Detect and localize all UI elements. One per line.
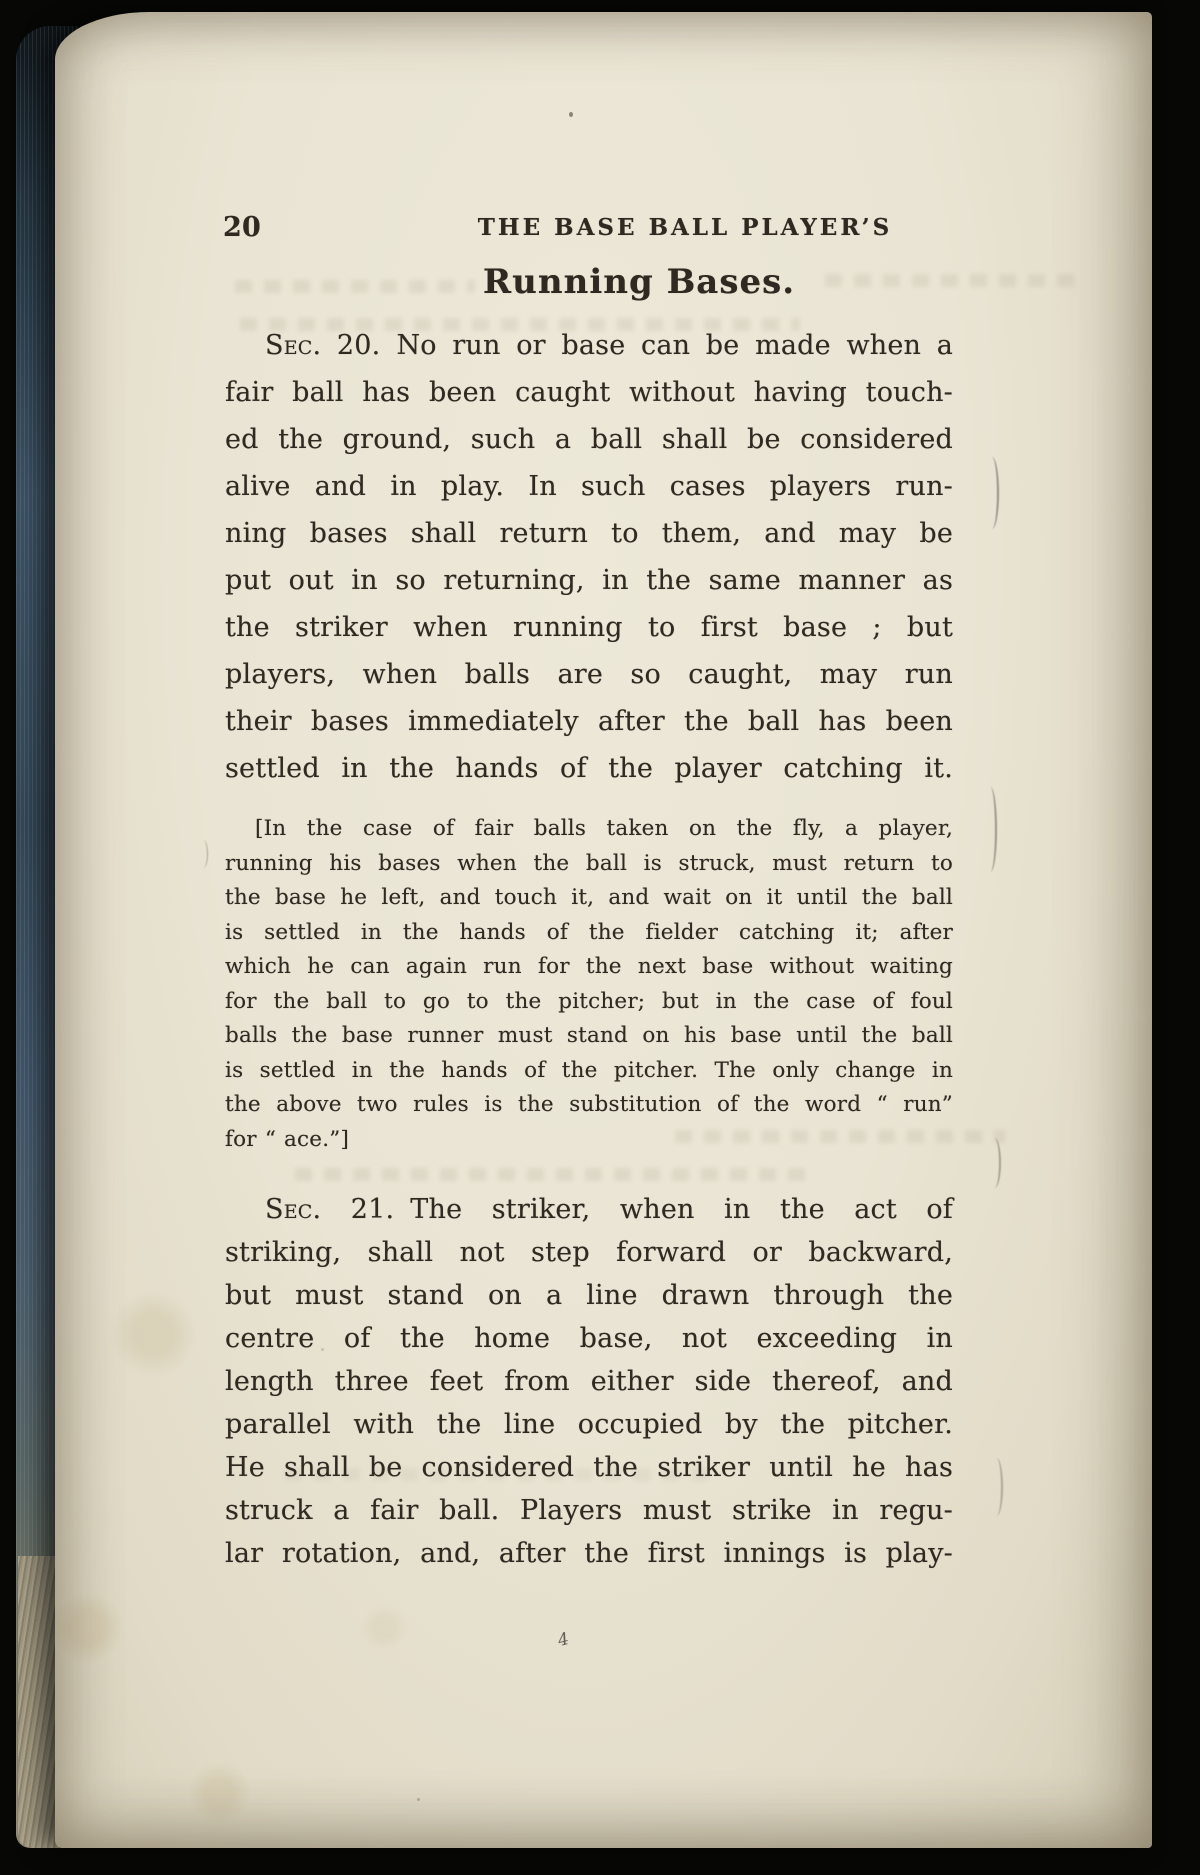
text-line: the above two rules is the substitution of the word “ run” — [225, 1092, 953, 1117]
text-line: but must stand on a line drawn through the — [225, 1280, 953, 1311]
book-page — [55, 12, 1152, 1848]
text-line: which he can again run for the next base without waiting — [225, 954, 953, 979]
text-line: [In the case of fair balls taken on the fly, a player, — [255, 816, 953, 841]
bracketed-note — [225, 812, 953, 1157]
text-line: balls the base runner must stand on his base until the ball — [225, 1023, 953, 1048]
text-line: lar rotation, and, after the first innings is play- — [225, 1538, 953, 1569]
text-line: length three feet from either side thereof, and — [225, 1366, 953, 1397]
margin-pen-mark — [991, 1138, 1001, 1188]
text-line: struck a fair ball. Players must strike in regu- — [225, 1495, 953, 1526]
bleed-through-smudge — [295, 1168, 815, 1181]
text-line: their bases immediately after the ball has been — [225, 706, 953, 737]
text-line — [225, 322, 953, 369]
ink-speck — [321, 1348, 324, 1351]
margin-pen-mark — [201, 840, 208, 868]
text-line: put out in so returning, in the same manner as — [225, 565, 953, 596]
section-number: Sec. 21. — [265, 1194, 395, 1225]
text-line: He shall be considered the striker until he has — [225, 1452, 953, 1483]
margin-pen-mark — [989, 457, 999, 529]
text-line: is settled in the hands of the fielder catching it; after — [225, 919, 953, 945]
text-line: running his bases when the ball is struck, must return to — [225, 850, 953, 876]
text-line: striking, shall not step forward or backward, — [225, 1237, 953, 1268]
text-line: settled in the hands of the player catching it. — [225, 753, 953, 784]
text-line: is settled in the hands of the pitcher. The only change in — [225, 1057, 953, 1083]
section-21-paragraph — [225, 1188, 953, 1575]
text-line: for “ ace.”] — [225, 1126, 350, 1152]
text-line: centre of the home base, not exceeding in — [225, 1323, 953, 1354]
section-number: Sec. 20. — [265, 330, 381, 361]
text-line: the striker when running to first base ; but — [225, 612, 953, 643]
text-line: ning bases shall return to them, and may be — [225, 518, 953, 549]
text-line — [225, 1188, 953, 1231]
page-number: 20 — [223, 212, 261, 243]
footer-mark: 4 — [555, 1628, 572, 1652]
text-line: fair ball has been caught without having touch- — [225, 377, 953, 408]
ink-speck — [569, 112, 573, 117]
running-header: THE BASE BALL PLAYER’S — [477, 214, 893, 241]
text-line: the base he left, and touch it, and wait on it until the ball — [225, 885, 953, 910]
text-line: parallel with the line occupied by the pitcher. — [225, 1409, 953, 1440]
margin-pen-mark — [993, 1458, 1003, 1516]
ink-speck — [417, 1798, 420, 1801]
section-heading: Running Bases. — [482, 262, 796, 302]
text-line: No run or base can be made when a — [396, 330, 954, 361]
margin-pen-mark — [987, 787, 997, 872]
text-line: alive and in play. In such cases players run- — [225, 471, 953, 502]
text-line: The striker, when in the act of — [410, 1194, 954, 1225]
text-line: for the ball to go to the pitcher; but in the case of foul — [225, 988, 953, 1014]
text-line: ed the ground, such a ball shall be considered — [225, 424, 953, 455]
section-20-paragraph — [225, 322, 953, 792]
text-line: players, when balls are so caught, may run — [225, 659, 953, 690]
